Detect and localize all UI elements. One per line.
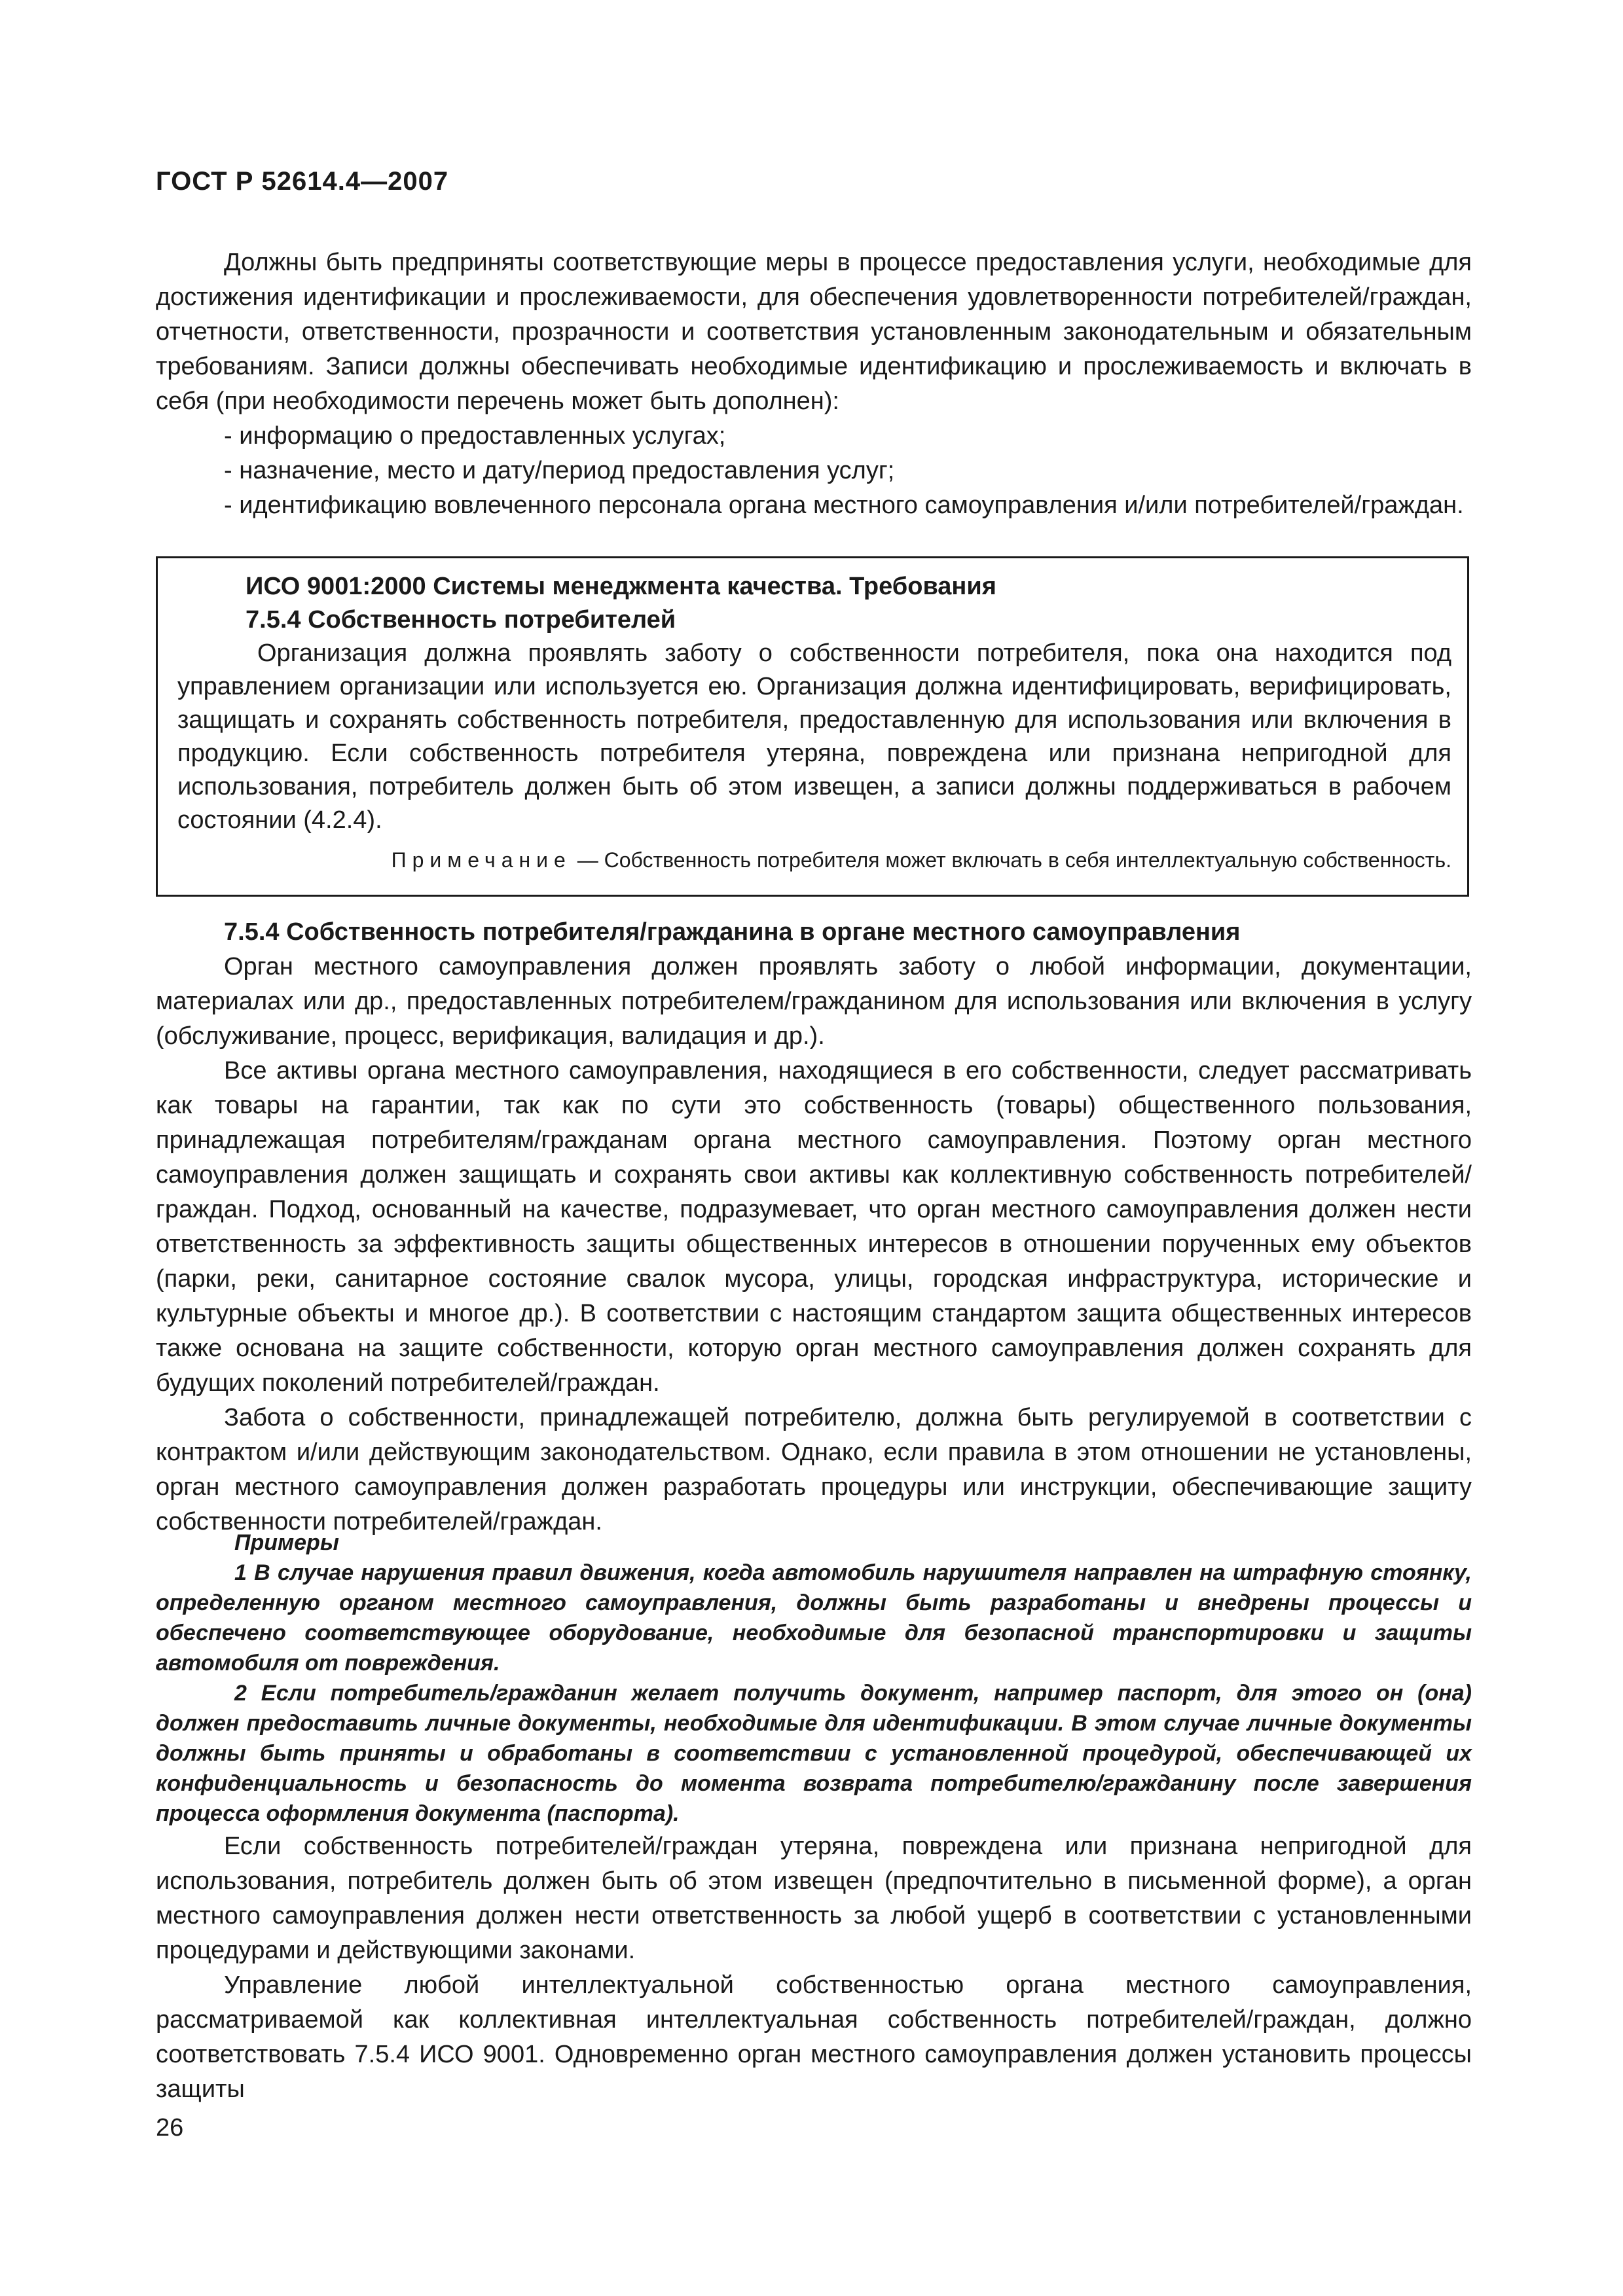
iso-quote-title: ИСО 9001:2000 Системы менеджмента качества. Требования bbox=[246, 573, 996, 600]
note-label: Примечание bbox=[391, 848, 572, 872]
closing-paragraph: Если собственность потребителей/граждан утеряна, повреждена или признана непригодной для использования, потребитель должен быть об этом извещен (предпочтительно в письменной форме), а орган местного самоуправления должен нести ответственность за любой ущерб в соответствии с установленными процедурами и действующими законами. bbox=[156, 1833, 1472, 1964]
examples-heading: Примеры bbox=[234, 1530, 339, 1555]
list-item: - назначение, место и дату/период предоставления услуг; bbox=[224, 457, 895, 484]
list-item: - информацию о предоставленных услугах; bbox=[224, 422, 726, 450]
section-paragraph: Все активы органа местного самоуправления, находящиеся в его собственности, следует рассматривать как товары на гарантии, так как по сути это собственность (товары) общественного пользования, принадлежащая потребителям/гражданам органа местного самоуправления. Поэтому орган местного самоуправления должен защищать и сохранять свои активы как коллективную собственность потребителей/граждан. Подход, основанный на качестве, подразумевает, что орган местного самоуправления должен нести ответственность за эффективность защиты общественных интересов в отношении порученных ему объектов (парки, реки, санитарное состояние свалок мусора, улицы, городская инфраструктура, исторические и культурные объекты и многое др.). В соответствии с настоящим стандартом защита общественных интересов также основана на защите собственности, которую орган местного самоуправления должен сохранять для будущих поколений потребителей/граждан. bbox=[156, 1057, 1472, 1397]
note-text: — Собственность потребителя может включать в себя интеллектуальную собственность. bbox=[577, 848, 1451, 872]
closing-block bbox=[156, 1829, 1472, 2107]
example-item: 1 В случае нарушения правил движения, когда автомобиль нарушителя направлен на штрафную стоянку, определенную органом местного самоуправления, должны быть разработаны и внедрены процессы и обеспечено соответствующее оборудование, необходимые для безопасной транспортировки и защиты автомобиля от повреждения. bbox=[156, 1560, 1472, 1676]
iso-quote-note bbox=[177, 844, 1451, 877]
intro-paragraph: Должны быть предприняты соответствующие меры в процессе предоставления услуги, необходимые для достижения идентификации и прослеживаемости, для обеспечения удовлетворенности потребителей/граждан, отчетности, ответственности, прозрачности и соответствия установленным законодательным и обязательным требованиям. Записи должны обеспечивать необходимые идентификацию и прослеживаемость и включать в себя (при необходимости перечень может быть дополнен): bbox=[156, 249, 1472, 415]
iso-quote-subtitle: 7.5.4 Собственность потребителей bbox=[246, 606, 676, 634]
iso-quote-box bbox=[156, 556, 1469, 897]
page-number: 26 bbox=[156, 2114, 184, 2142]
section-paragraph: Забота о собственности, принадлежащей потребителю, должна быть регулируемой в соответствии с контрактом и/или действующим законодательством. Однако, если правила в этом отношении не установлены, орган местного самоуправления должен разработать процедуры или инструкции, обеспечивающие защиту собственности потребителей/граждан. bbox=[156, 1404, 1472, 1535]
list-item: - идентификацию вовлеченного персонала органа местного самоуправления и/или потребителей/граждан. bbox=[224, 492, 1464, 519]
section-block bbox=[156, 915, 1472, 1539]
iso-quote-text: Организация должна проявлять заботу о собственности потребителя, пока она находится под управлением организации или используется ею. Организация должна идентифицировать, верифицировать, защищать и сохранять собственность потребителя, предоставленную для использования или включения в продукцию. Если собственность потребителя утеряна, повреждена или признана непригодной для использования, потребитель должен быть об этом извещен, а записи должны поддерживаться в рабочем состоянии (4.2.4). bbox=[177, 639, 1451, 834]
document-code-header: ГОСТ Р 52614.4—2007 bbox=[156, 167, 449, 196]
examples-block bbox=[156, 1528, 1472, 1829]
example-item: 2 Если потребитель/гражданин желает получить документ, например паспорт, для этого он (она) должен предоставить личные документы, необходимые для идентификации. В этом случае личные документы должны быть приняты и обработаны в соответствии с установленной процедурой, обеспечивающей их конфиденциальность и безопасность до момента возврата потребителю/гражданину после завершения процесса оформления документа (паспорта). bbox=[156, 1681, 1472, 1826]
closing-paragraph: Управление любой интеллектуальной собственностью органа местного самоуправления, рассматриваемой как коллективная интеллектуальная собственность потребителей/граждан, должно соответствовать 7.5.4 ИСО 9001. Одновременно орган местного самоуправления должен установить процессы защиты bbox=[156, 1971, 1472, 2103]
intro-block bbox=[156, 245, 1472, 523]
section-title: 7.5.4 Собственность потребителя/гражданина в органе местного самоуправления bbox=[224, 918, 1241, 946]
section-paragraph: Орган местного самоуправления должен проявлять заботу о любой информации, документации, материалах или др., предоставленных потребителем/гражданином для использования или включения в услугу (обслуживание, процесс, верификация, валидация и др.). bbox=[156, 953, 1472, 1050]
